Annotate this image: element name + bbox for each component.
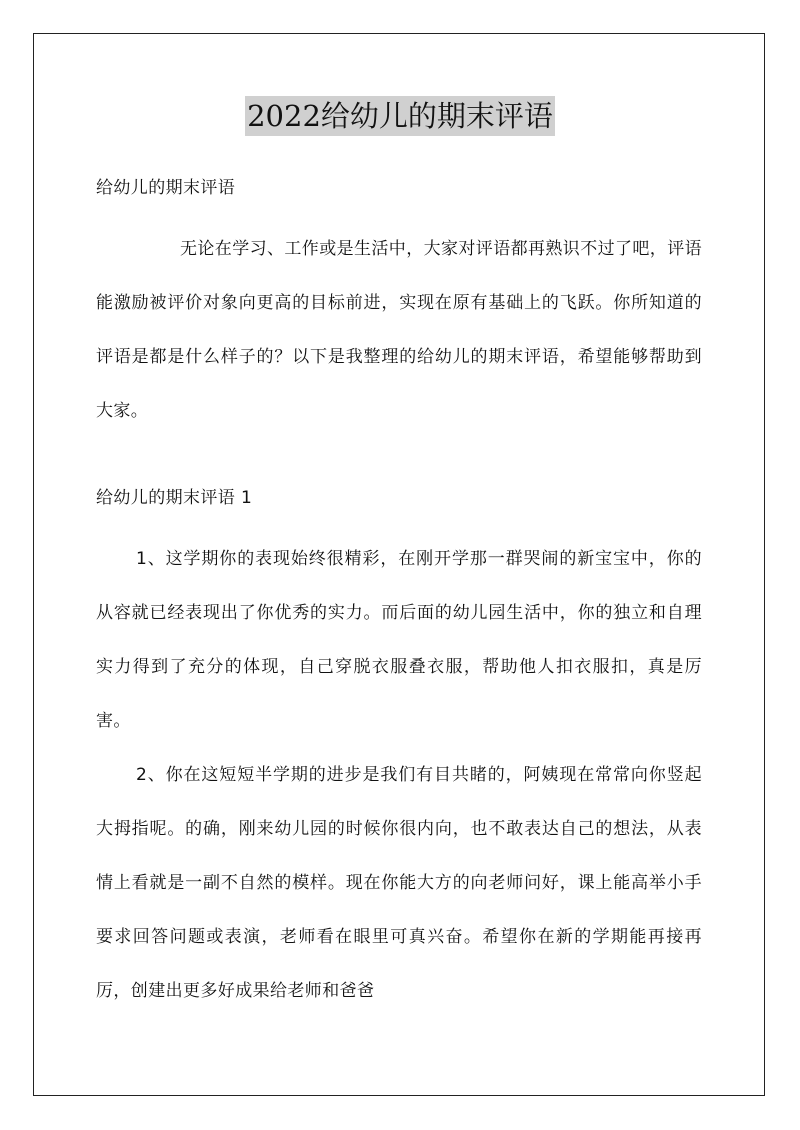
intro-paragraph: 无论在学习、工作或是生活中，大家对评语都再熟识不过了吧，评语能激励被评价对象向更高的目标前进，实现在原有基础上的飞跃。你所知道的评语是都是什么样子的？以下是我整理的给幼儿的期末评语，希望能够帮助到大家。 xyxy=(96,239,702,421)
comment-paragraph-1: 1、这学期你的表现始终很精彩，在刚开学那一群哭闹的新宝宝中，你的从容就已经表现出了你优秀的实力。而后面的幼儿园生活中，你的独立和自理实力得到了充分的体现，自己穿脱衣服叠衣服，帮助他人扣衣服扣，真是厉害。 xyxy=(96,549,702,731)
document-title: 2022给幼儿的期末评语 xyxy=(245,96,555,136)
title-container xyxy=(0,96,800,136)
comment-paragraph-2: 2、你在这短短半学期的进步是我们有目共睹的，阿姨现在常常向你竖起大拇指呢。的确，刚来幼儿园的时候你很内向，也不敢表达自己的想法，从表情上看就是一副不自然的模样。现在你能大方的向老师问好，课上能高举小手要求回答问题或表演，老师看在眼里可真兴奋。希望你在新的学期能再接再厉，创建出更多好成果给老师和爸爸 xyxy=(96,765,702,1001)
section-heading: 给幼儿的期末评语 1 xyxy=(96,488,253,508)
document-subtitle: 给幼儿的期末评语 xyxy=(96,178,236,198)
